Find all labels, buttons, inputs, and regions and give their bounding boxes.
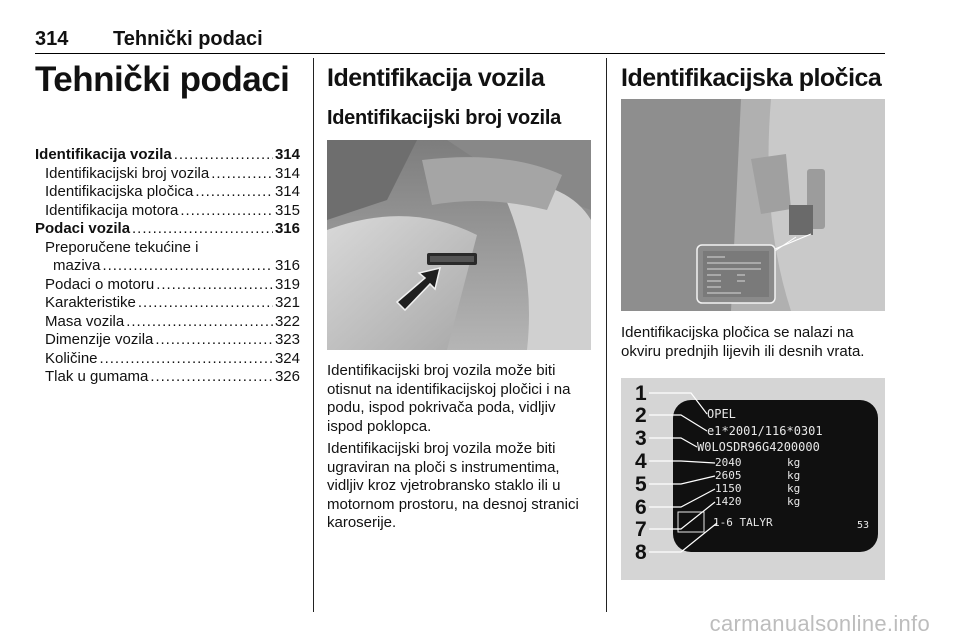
callout-1: 1 [635, 382, 647, 405]
callout-3: 3 [635, 427, 647, 450]
plate-weight-3: 1150 [715, 482, 742, 495]
vin-paragraph-1: Identifikacijski broj vozila može biti otisnut na identifikacijskoj pločici i na podu, ispod pokrivača poda, vidljiv ispod poklopca. [327, 362, 571, 435]
toc-leader-dots [150, 368, 273, 387]
toc-page-number: 319 [274, 275, 300, 293]
toc-section-entry[interactable] [35, 220, 300, 239]
toc-entry[interactable] [35, 183, 300, 202]
chapter-title: Tehnički podaci [35, 60, 290, 99]
running-head [35, 14, 885, 54]
toc-page-number: 316 [274, 220, 300, 237]
toc-entry[interactable] [35, 331, 300, 350]
toc-entry-title: Masa vozila [45, 312, 125, 330]
plate-unit-1: kg [787, 456, 801, 469]
toc-entry[interactable] [35, 350, 300, 369]
toc-entry-title: Dimenzije vozila [45, 331, 154, 348]
vin-paragraph-2: Identifikacijski broj vozila može biti ugraviran na ploči s instrumentima, vidljiv kroz vjetrobransko staklo ili u motornom prostoru, na desnoj stranici karoserije. [327, 440, 579, 531]
table-of-contents [35, 146, 300, 387]
toc-page-number: 324 [274, 349, 300, 367]
toc-leader-dots [180, 202, 273, 221]
column-divider [313, 58, 314, 612]
toc-page-number: 314 [274, 164, 300, 182]
door-frame-photo [621, 99, 885, 311]
vin-floor-photo [327, 140, 591, 350]
toc-entry-title: Preporučene tekućine i [45, 238, 199, 256]
toc-entry[interactable] [35, 276, 300, 295]
plate-weight-2: 2605 [715, 469, 742, 482]
toc-entry-title: maziva [53, 257, 101, 274]
chapter-column [35, 60, 300, 100]
toc-leader-dots [126, 313, 273, 332]
toc-leader-dots [103, 257, 273, 276]
toc-entry-title: Identifikacija vozila [35, 146, 172, 163]
toc-entry[interactable] [35, 165, 300, 184]
callout-4: 4 [635, 450, 647, 473]
vin-section [327, 64, 595, 130]
toc-entry-title: Identifikacijska pločica [45, 183, 194, 200]
toc-leader-dots [155, 331, 273, 350]
plate-line-3: W0LOSDR96G4200000 [697, 440, 820, 454]
callout-5: 5 [635, 473, 647, 496]
toc-page-number: 314 [274, 146, 300, 163]
toc-entry[interactable] [35, 257, 300, 276]
toc-entry-title: Podaci o motoru [45, 275, 155, 293]
plate-corner-text: 53 [857, 520, 870, 531]
toc-leader-dots [100, 350, 273, 369]
callout-2: 2 [635, 404, 647, 427]
subsection-heading: Identifikacijski broj vozila [327, 107, 561, 129]
plate-line-2: e1*2001/116*0301 [707, 424, 823, 438]
plate-heading: Identifikacijska pločica [621, 64, 882, 92]
plate-weight-1: 2040 [715, 456, 742, 469]
plate-unit-3: kg [787, 482, 801, 495]
plate-unit-2: kg [787, 469, 801, 482]
toc-leader-dots [138, 294, 273, 313]
toc-page-number: 321 [274, 294, 300, 311]
section-heading: Identifikacija vozila [327, 64, 545, 92]
toc-entry-title: Tlak u gumama [45, 368, 149, 385]
toc-section-entry[interactable] [35, 146, 300, 165]
toc-leader-dots [132, 220, 273, 239]
toc-leader-dots [174, 146, 273, 165]
plate-section [621, 64, 889, 93]
callout-8: 8 [635, 541, 647, 564]
plate-weight-4: 1420 [715, 495, 742, 508]
plate-diagram [621, 378, 885, 580]
toc-entry-title: Identifikacija motora [45, 201, 179, 219]
footer-watermark: carmanualsonline.info [709, 611, 930, 636]
toc-page-number: 322 [274, 312, 300, 330]
plate-unit-4: kg [787, 495, 801, 508]
page-number: 314 [35, 28, 69, 50]
toc-page-number: 316 [274, 257, 300, 274]
toc-page-number: 315 [274, 201, 300, 219]
toc-entry[interactable] [35, 313, 300, 332]
toc-entry-title: Podaci vozila [35, 220, 131, 237]
column-divider [606, 58, 607, 612]
callout-7: 7 [635, 518, 647, 541]
toc-page-number: 326 [274, 368, 300, 385]
callout-6: 6 [635, 496, 647, 519]
toc-leader-dots [211, 165, 273, 184]
plate-bottom-text: 1-6 TALYR [713, 516, 773, 529]
toc-entry-title: Karakteristike [45, 294, 136, 311]
toc-entry[interactable] [35, 294, 300, 313]
toc-leader-dots [195, 183, 273, 202]
toc-page-number: 323 [274, 331, 300, 348]
toc-leader-dots [156, 276, 273, 295]
running-head-title: Tehnički podaci [113, 28, 263, 50]
toc-entry[interactable] [35, 202, 300, 221]
plate-brand-text: OPEL [707, 407, 736, 421]
toc-entry-title: Količine [45, 349, 98, 367]
toc-page-number: 314 [274, 183, 300, 200]
toc-entry[interactable] [35, 368, 300, 387]
toc-entry[interactable] [35, 239, 300, 258]
toc-entry-title: Identifikacijski broj vozila [45, 164, 210, 182]
plate-paragraph: Identifikacijska pločica se nalazi na okviru prednjih lijevih ili desnih vrata. [621, 324, 865, 360]
